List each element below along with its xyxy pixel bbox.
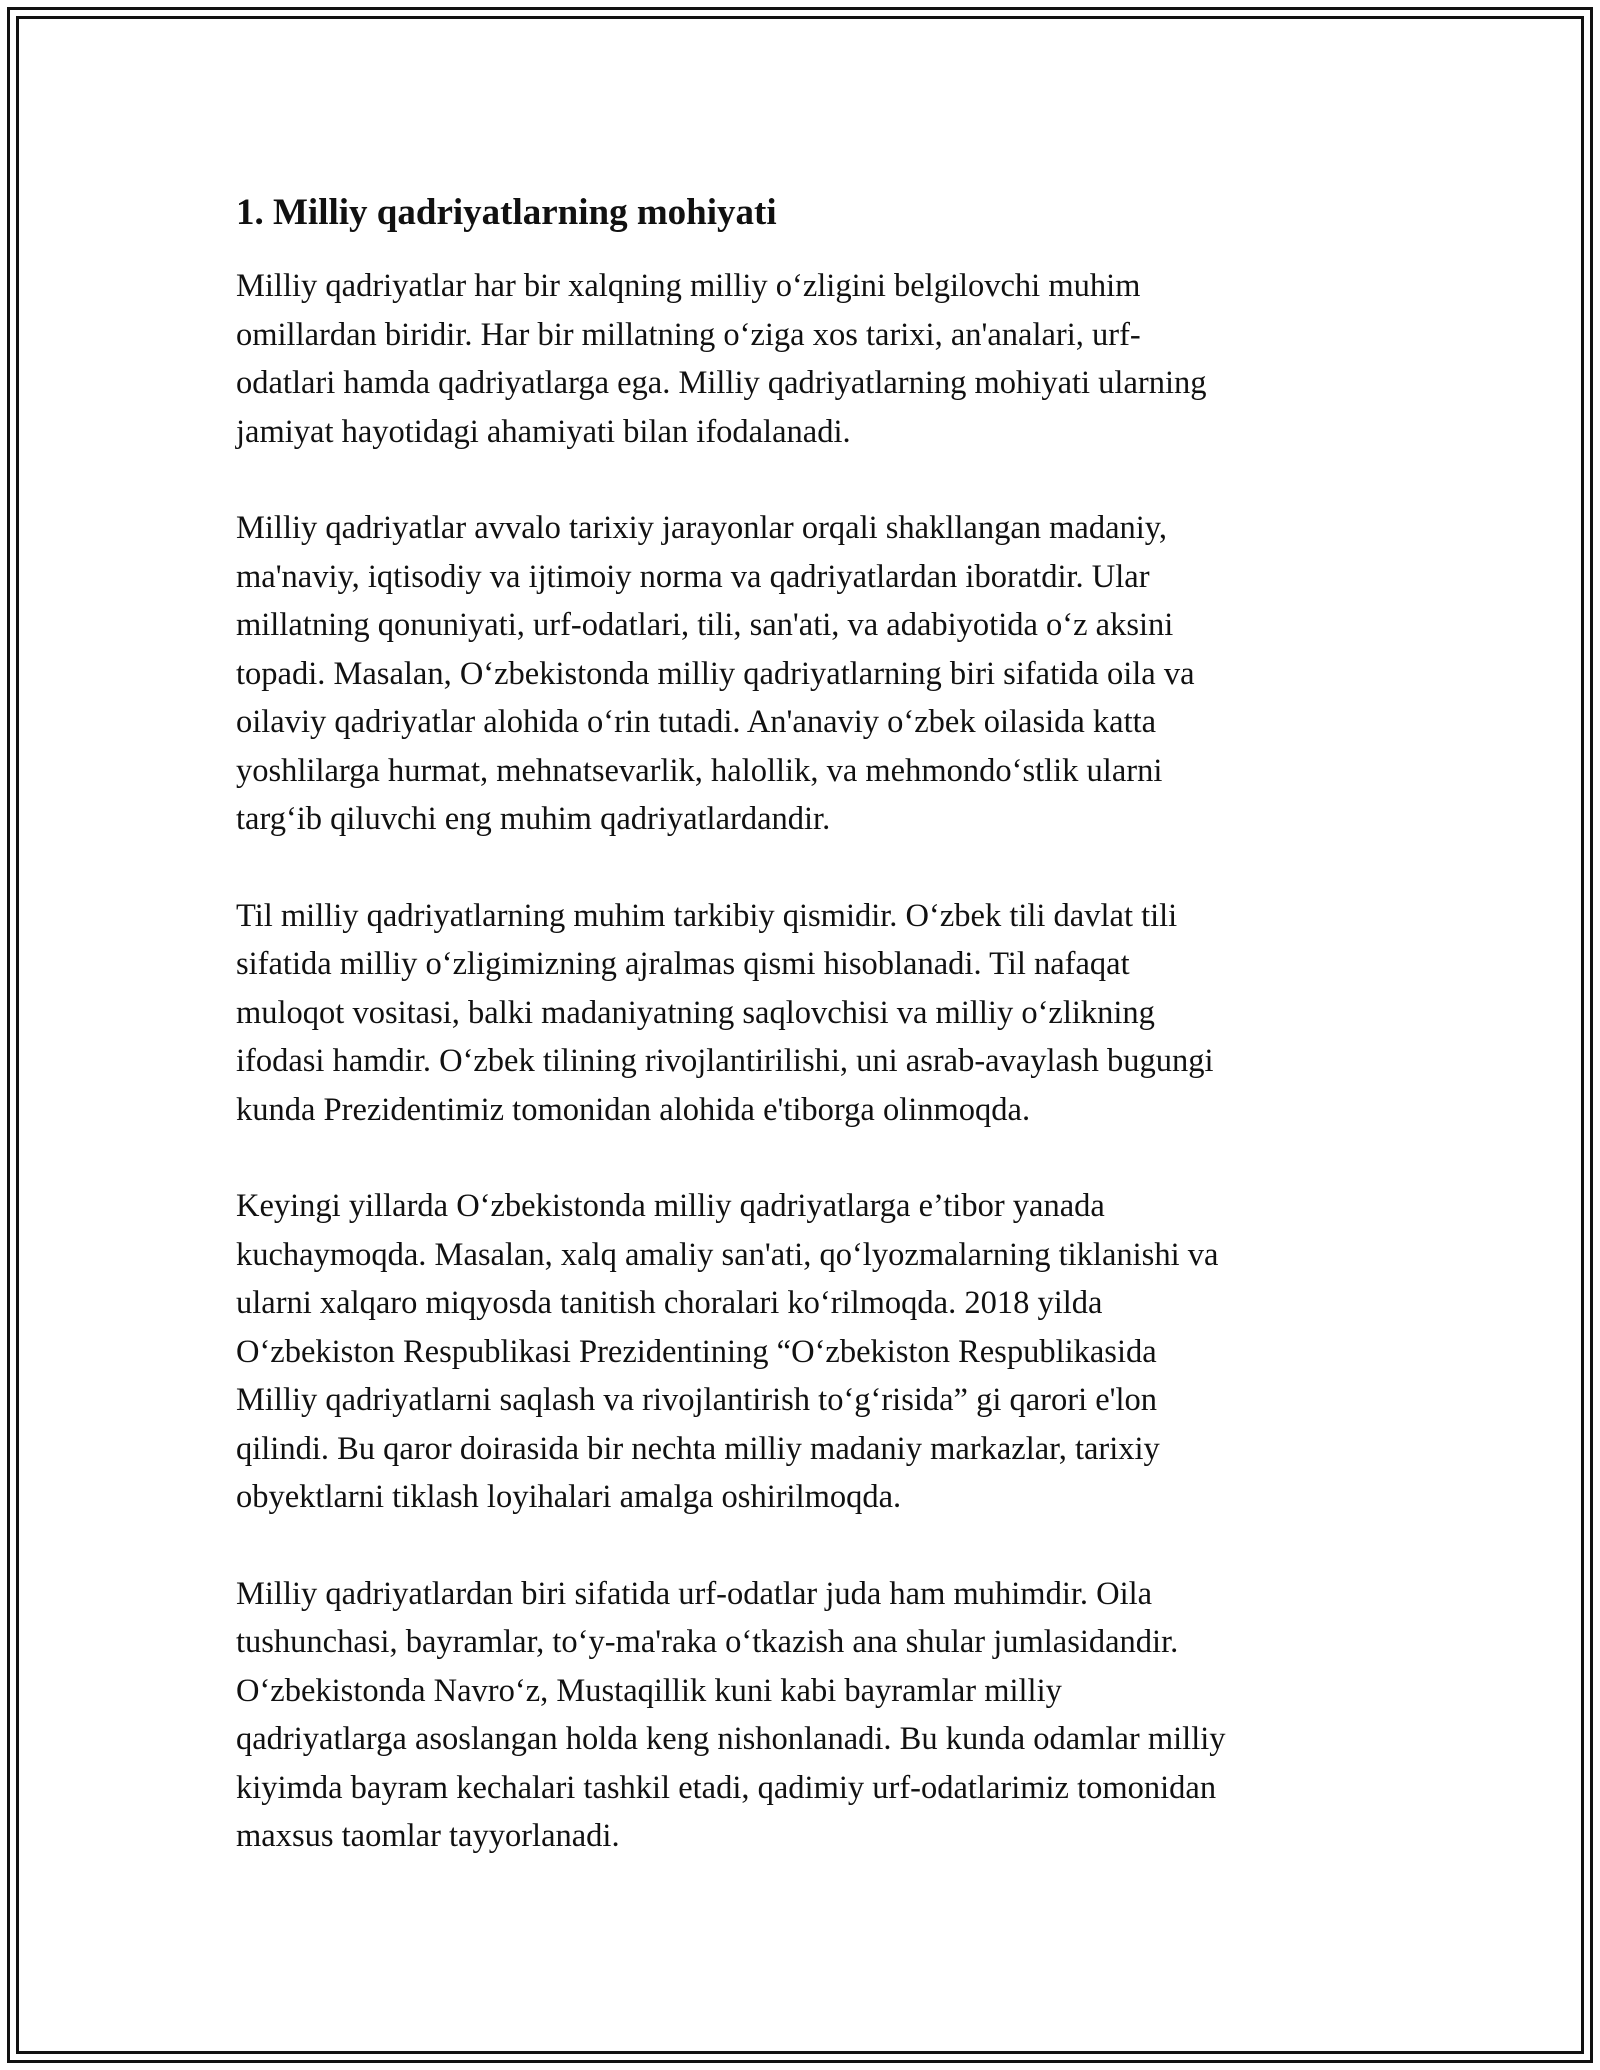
paragraph-3: Til milliy qadriyatlarning muhim tarkibiy qismidir. O‘zbek tili davlat tili sifatida milliy o‘zligimizning ajralmas qismi hisoblanadi. Til nafaqat muloqot vositasi, balki madaniyatning saqlovchisi va milliy o‘zlikning ifodasi hamdir. O‘zbek tilining rivojlantirilishi, uni asrab-avaylash bugungi kunda Prezidentimiz tomonidan alohida e'tiborga olinmoqda. xyxy=(236,897,1214,1128)
paragraph-2: Milliy qadriyatlar avvalo tarixiy jarayonlar orqali shakllangan madaniy, ma'naviy, iqtisodiy va ijtimoiy norma va qadriyatlardan iboratdir. Ular millatning qonuniyati, urf-odatlari, tili, san'ati, va adabiyotida o‘z aksini topadi. Masalan, O‘zbekistonda milliy qadriyatlarning biri sifatida oila va oilaviy qadriyatlar alohida o‘rin tutadi. An'anaviy o‘zbek oilasida katta yoshlilarga hurmat, mehnatsevarlik, halollik, va mehmondo‘stlik ularni targ‘ib qiluvchi eng muhim qadriyatlardandir. xyxy=(236,510,1195,837)
section-heading: 1. Milliy qadriyatlarning mohiyati xyxy=(236,192,777,233)
paragraph-5: Milliy qadriyatlardan biri sifatida urf-odatlar juda ham muhimdir. Oila tushunchasi, bayramlar, to‘y-ma'raka o‘tkazish ana shular jumlasidandir. O‘zbekistonda Navro‘z, Mustaqillik kuni kabi bayramlar milliy qadriyatlarga asoslangan holda keng nishonlanadi. Bu kunda odamlar milliy kiyimda bayram kechalari tashkil etadi, qadimiy urf-odatlarimiz tomonidan maxsus taomlar tayyorlanadi. xyxy=(236,1575,1226,1854)
paragraph-1: Milliy qadriyatlar har bir xalqning milliy o‘zligini belgilovchi muhim omillardan biridir. Har bir millatning o‘ziga xos tarixi, an'analari, urf- odatlari hamda qadriyatlarga ega. Milliy qadriyatlarning mohiyati ularning jamiyat hayotidagi ahamiyati bilan ifodalanadi. xyxy=(236,268,1207,450)
document-body xyxy=(236,186,1366,1861)
paragraph-4: Keyingi yillarda O‘zbekistonda milliy qadriyatlarga e’tibor yanada kuchaymoqda. Masalan, xalq amaliy san'ati, qo‘lyozmalarning tiklanishi va ularni xalqaro miqyosda tanitish choralari ko‘rilmoqda. 2018 yilda O‘zbekiston Respublikasi Prezidentining “O‘zbekiston Respublikasida Milliy qadriyatlarni saqlash va rivojlantirish to‘g‘risida” gi qarori e'lon qilindi. Bu qaror doirasida bir nechta milliy madaniy markazlar, tarixiy obyektlarni tiklash loyihalari amalga oshirilmoqda. xyxy=(236,1188,1219,1515)
